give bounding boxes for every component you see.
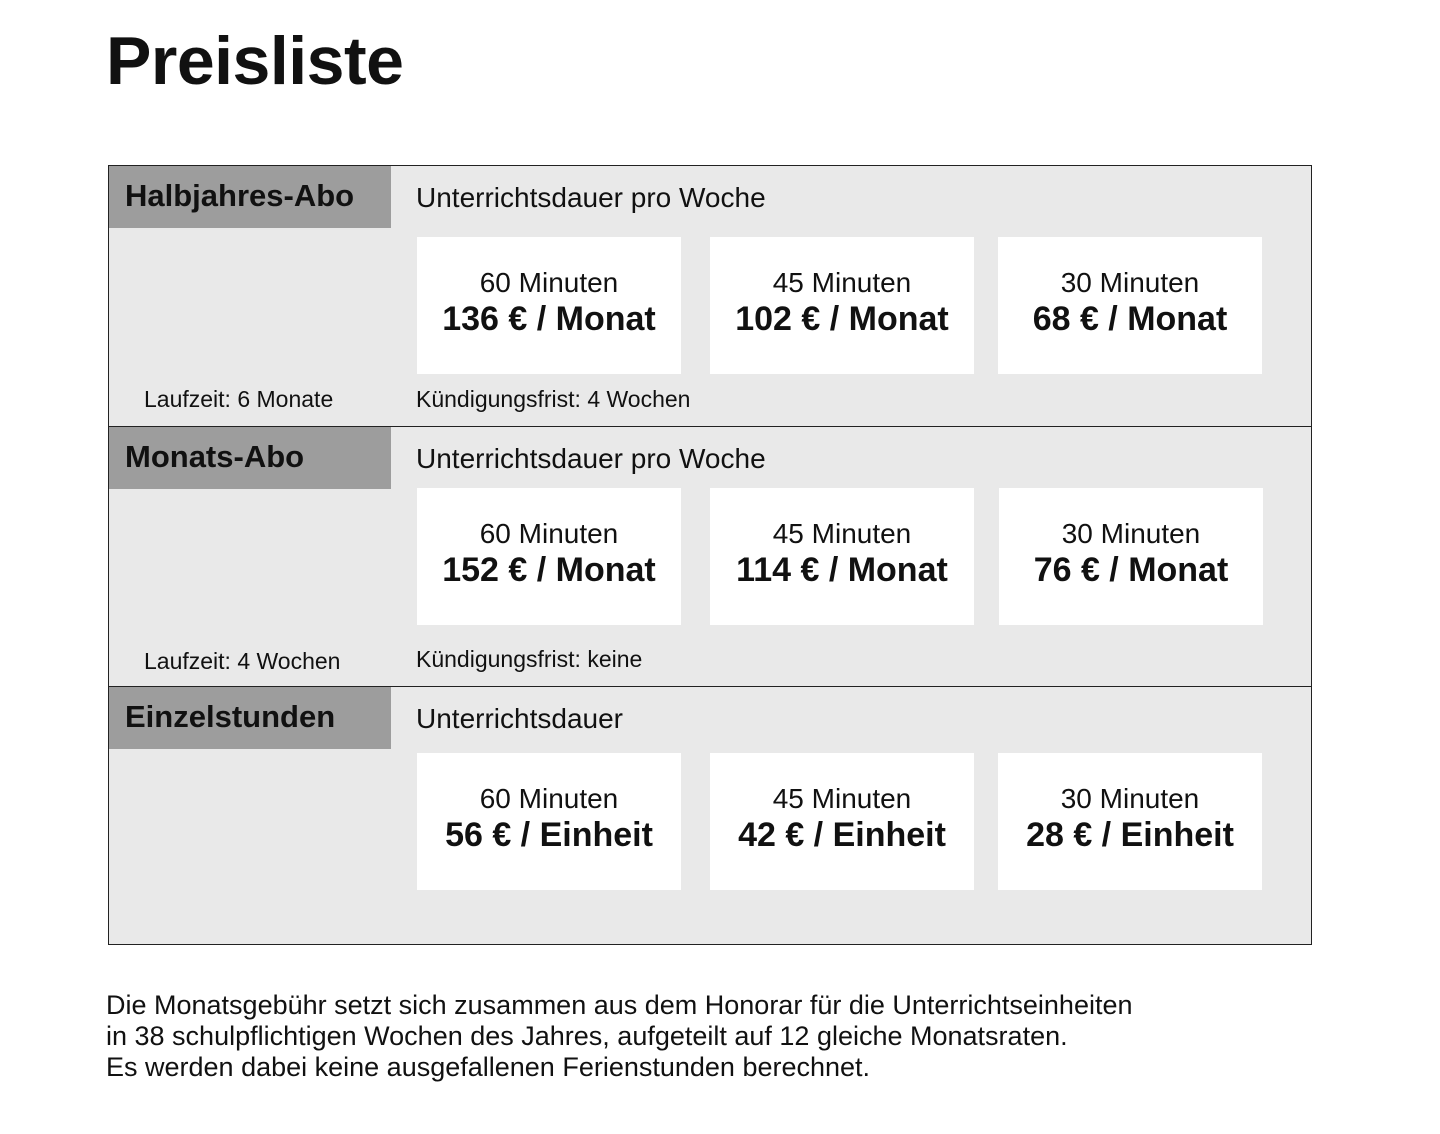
laufzeit-text: Laufzeit: 4 Wochen — [144, 648, 341, 674]
price-card — [999, 488, 1263, 625]
price-card — [998, 753, 1262, 890]
price-table — [108, 165, 1312, 945]
note-line: Die Monatsgebühr setzt sich zusammen aus dem Honorar für die Unterrichtseinheiten — [106, 990, 1133, 1020]
price-label: 68 € / Monat — [1032, 300, 1228, 338]
note-line: in 38 schulpflichtigen Wochen des Jahres, aufgeteilt auf 12 gleiche Monatsraten. — [106, 1021, 1068, 1051]
price-label: 152 € / Monat — [442, 551, 656, 589]
section-label: Einzelstunden — [109, 687, 391, 749]
price-card — [710, 753, 974, 890]
fee-explanation — [106, 990, 1133, 1083]
duration-label: 45 Minuten — [772, 518, 912, 549]
section-einzelstunden — [109, 686, 1311, 945]
section-label: Monats-Abo — [109, 427, 391, 489]
duration-label: 45 Minuten — [772, 783, 912, 814]
duration-label: 30 Minuten — [1060, 783, 1200, 814]
price-card — [998, 237, 1262, 374]
duration-label: 60 Minuten — [479, 267, 619, 298]
price-card — [710, 488, 974, 625]
duration-label: 60 Minuten — [479, 518, 619, 549]
kuendigungsfrist-text: Kündigungsfrist: keine — [416, 646, 643, 672]
price-card — [417, 753, 681, 890]
price-label: 136 € / Monat — [442, 300, 656, 338]
price-label: 114 € / Monat — [736, 551, 948, 589]
duration-heading: Unterrichtsdauer pro Woche — [416, 443, 766, 474]
section-monats-abo — [109, 426, 1311, 687]
duration-label: 60 Minuten — [479, 783, 619, 814]
section-label: Halbjahres-Abo — [109, 166, 391, 228]
page-title: Preisliste — [106, 23, 404, 99]
kuendigungsfrist-text: Kündigungsfrist: 4 Wochen — [416, 386, 691, 412]
laufzeit-text: Laufzeit: 6 Monate — [144, 386, 334, 412]
duration-heading: Unterrichtsdauer pro Woche — [416, 182, 766, 213]
price-card — [417, 237, 681, 374]
price-label: 42 € / Einheit — [738, 816, 946, 854]
section-halbjahres-abo — [109, 166, 1311, 426]
price-label: 76 € / Monat — [1033, 551, 1229, 589]
price-label: 28 € / Einheit — [1026, 816, 1234, 854]
price-label: 102 € / Monat — [735, 300, 949, 338]
duration-label: 30 Minuten — [1061, 518, 1201, 549]
duration-label: 45 Minuten — [772, 267, 912, 298]
price-card — [417, 488, 681, 625]
duration-heading: Unterrichtsdauer — [416, 703, 623, 734]
note-line: Es werden dabei keine ausgefallenen Ferienstunden berechnet. — [106, 1052, 871, 1082]
duration-label: 30 Minuten — [1060, 267, 1200, 298]
price-card — [710, 237, 974, 374]
price-label: 56 € / Einheit — [445, 816, 653, 854]
